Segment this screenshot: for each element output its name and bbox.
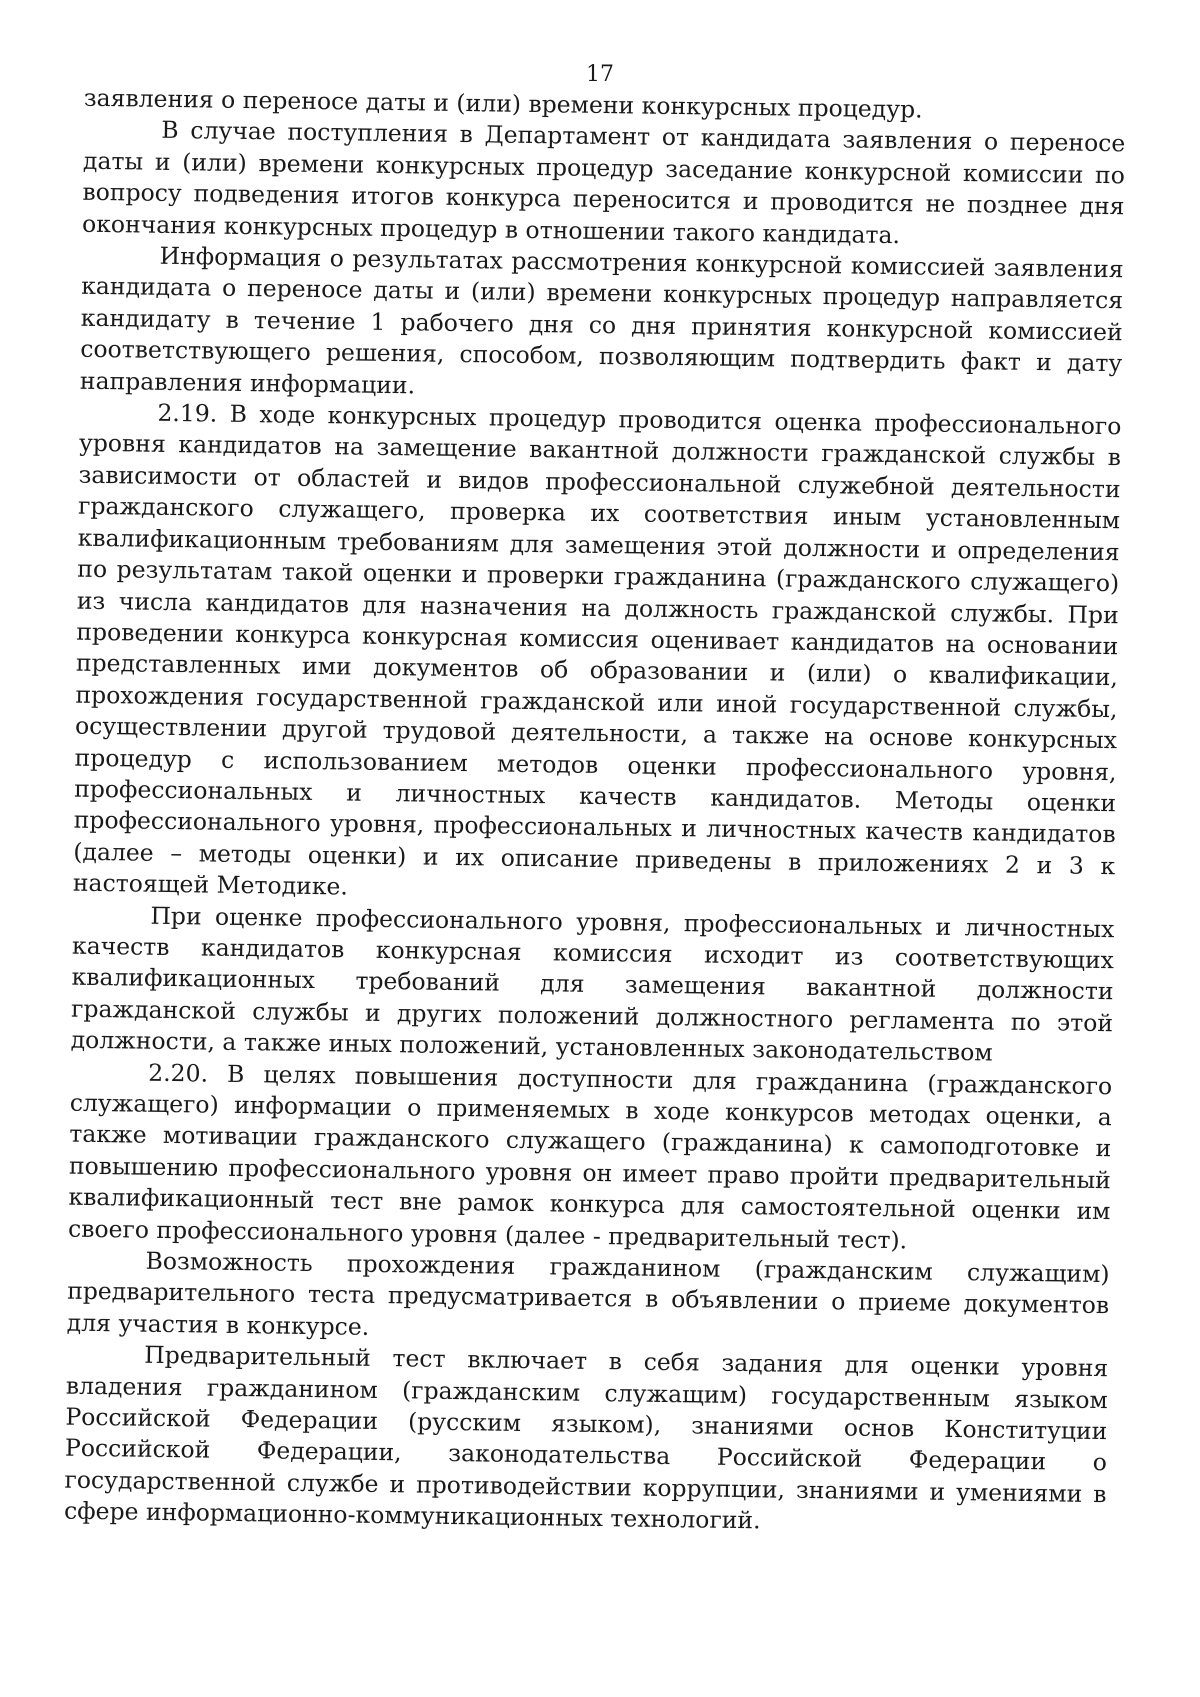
section-2-19-paragraph: 2.19. В ходе конкурсных процедур проводится оценка профессионального уровня кандидатов на замещение вакантной должности гражданской службы в зависимости от областей и видов профессиональной служебной деятельности гражданского служащего, проверка их соответствия иным установленным квалификационным требованиям для замещения этой должности и определения по результатам такой оценки и проверки гражданина (гражданского служащего) из числа кандидатов для назначения на должность гражданской службы. При проведении конкурса конкурсная комиссия оценивает кандидатов на основании представленных ими документов об образовании и (или) о квалификации, прохождения государственной гражданской или иной государственной службы, осуществлении другой трудовой деятельности, а также на основе конкурсных процедур с использованием методов оценки профессионального уровня, профессиональных и личностных качеств кандидатов. Методы оценки профессионального уровня, профессиональных и личностных качеств кандидатов (далее – методы оценки) и их описание приведены в приложениях 2 и 3 к настоящей Методике. bbox=[72, 398, 1122, 901]
paragraph: Предварительный тест включает в себя задания для оценки уровня владения гражданином (гражданским служащим) государственным языком Российской Федерации (русским языком), знаниями основ Конституции Российской Федерации, законодательства Российской Федерации о государственной службе и противодействии коррупции, знаниями и умениями в сфере информационно-коммуникационных технологий. bbox=[63, 1340, 1109, 1535]
paragraph: заявления о переносе даты и (или) времени конкурсных процедур. bbox=[83, 83, 923, 124]
paragraph: Возможность прохождения гражданином (гражданским служащим) предварительного теста предусматривается в объявлении о приеме документов для участия в конкурсе. bbox=[66, 1246, 1110, 1341]
paragraph: При оценке профессионального уровня, профессиональных и личностных качеств кандидатов конкурсная комиссия исходит из соответствующих квалификационных требований для замещения вакантной должности гражданской службы и других положений должностного регламента по этой должности, а также иных положений, установленных законодательством bbox=[70, 901, 1115, 1067]
paragraph: В случае поступления в Департамент от кандидата заявления о переносе даты и (или) времени конкурсных процедур заседание конкурсной комиссии по вопросу подведения итогов конкурса переносится и проводится не позднее дня окончания конкурсных процедур в отношении такого кандидата. bbox=[81, 116, 1126, 249]
section-2-20-paragraph: 2.20. В целях повышения доступности для гражданина (гражданского служащего) информации о применяемых в ходе конкурсов методах оценки, а также мотивации гражданского служащего (гражданина) к самоподготовке и повышению профессионального уровня он имеет право пройти предварительный квалификационный тест вне рамок конкурса для самостоятельной оценки им своего профессионального уровня (далее - предварительный тест). bbox=[67, 1058, 1113, 1254]
paragraph: Информация о результатах рассмотрения конкурсной комиссией заявления кандидата о переносе даты и (или) времени конкурсных процедур направляется кандидату в течение 1 рабочего дня со дня принятия конкурсной комиссией соответствующего решения, способом, позволяющим подтвердить факт и дату направления информации. bbox=[79, 241, 1124, 400]
page-number: 17 bbox=[586, 62, 614, 87]
document-body bbox=[64, 83, 1126, 1542]
